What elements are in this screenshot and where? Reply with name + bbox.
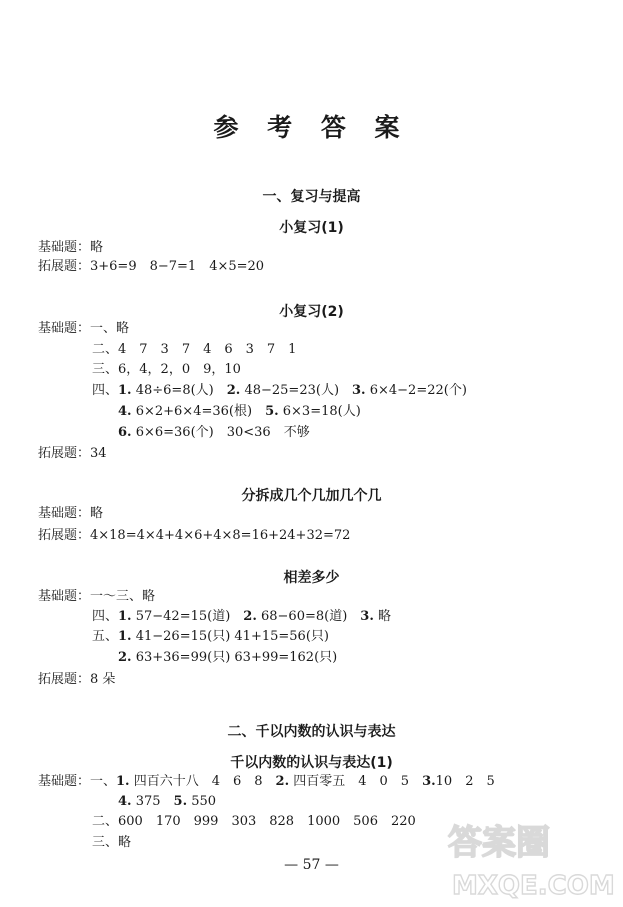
question-number: 3. [422, 774, 436, 789]
question-number: 2. [275, 774, 290, 789]
question-number: 1. [118, 609, 132, 624]
answer-line: 拓展题：8 朵 [38, 672, 116, 687]
question-number: 6. [118, 425, 132, 440]
answer-text: 375 [131, 794, 174, 809]
answer-text: 6×2+6×4=36(根) [131, 404, 266, 419]
answer-text: 68−60=8(道) [256, 609, 361, 624]
page-number: — 57 — [284, 857, 339, 873]
answer-line [38, 773, 495, 791]
answer-line: 三、略 [92, 835, 132, 850]
question-number: 5. [173, 794, 188, 809]
answer-line: 二、4 7 3 7 4 6 3 7 1 [92, 342, 297, 357]
answer-line [118, 424, 310, 442]
answer-text: 6×4−2=22(个) [365, 383, 467, 398]
answer-line [92, 608, 391, 626]
question-number: 4. [118, 404, 132, 419]
answer-line [118, 649, 337, 667]
answer-text: 四百六十八 4 6 8 [129, 774, 276, 789]
question-number: 2. [226, 383, 241, 398]
answer-prefix: 五、 [92, 629, 119, 644]
watermark-text: 答案圈 [448, 823, 550, 863]
answer-text: 四百零五 4 0 5 [289, 774, 423, 789]
question-number: 1. [118, 629, 132, 644]
question-number: 5. [265, 404, 279, 419]
answer-line: 基础题：略 [38, 506, 104, 521]
answer-line: 三、6，4，2，0 9，10 [92, 362, 241, 377]
answer-text: 6×3=18(人) [278, 404, 361, 419]
answer-line: 二、600 170 999 303 828 1000 506 220 [92, 814, 416, 829]
answer-text: 6×6=36(个) 30<36 不够 [131, 425, 310, 440]
watermark-logo [440, 812, 615, 902]
answer-line: 基础题：一、略 [38, 321, 130, 336]
subsection-heading: 相差多少 [283, 570, 340, 586]
answer-line: 拓展题：3+6=9 8−7=1 4×5=20 [38, 259, 265, 274]
subsection-heading: 小复习(2) [279, 304, 344, 320]
question-number: 2. [243, 609, 257, 624]
subsection-heading: 分拆成几个几加几个几 [241, 488, 382, 504]
answer-text: 10 2 5 [435, 774, 495, 789]
answer-prefix: 基础题：一、 [38, 774, 117, 789]
section-heading-2: 二、千以内数的认识与表达 [227, 724, 396, 740]
answer-text: 63+36=99(只) 63+99=162(只) [131, 650, 338, 665]
answer-line: 拓展题：4×18=4×4+4×6+4×8=16+24+32=72 [38, 528, 351, 543]
question-number: 1. [116, 774, 130, 789]
page-title: 参 考 答 案 [213, 113, 410, 142]
answer-text: 48÷6=8(人) [131, 383, 227, 398]
answer-line [118, 793, 216, 811]
watermark-url: MXQE.COM [452, 871, 615, 901]
answer-line: 拓展题：34 [38, 446, 107, 461]
answer-prefix: 四、 [92, 609, 119, 624]
subsection-heading: 千以内数的认识与表达(1) [230, 755, 393, 771]
answer-text: 48−25=23(人) [240, 383, 353, 398]
question-number: 4. [118, 794, 132, 809]
answer-text: 略 [373, 609, 391, 624]
answer-line: 基础题：一～三、略 [38, 589, 156, 604]
answer-line [92, 628, 329, 646]
answer-prefix: 四、 [92, 383, 119, 398]
question-number: 2. [118, 650, 132, 665]
answer-line [118, 403, 361, 421]
answer-line [92, 382, 467, 400]
question-number: 1. [118, 383, 132, 398]
answer-text: 550 [187, 794, 217, 809]
answer-text: 41−26=15(只) 41+15=56(只) [131, 629, 329, 644]
question-number: 3. [360, 609, 374, 624]
answer-text: 57−42=15(道) [131, 609, 244, 624]
section-heading-1: 一、复习与提高 [262, 189, 361, 205]
answer-line: 基础题：略 [38, 240, 104, 255]
question-number: 3. [352, 383, 366, 398]
subsection-heading: 小复习(1) [279, 220, 344, 236]
